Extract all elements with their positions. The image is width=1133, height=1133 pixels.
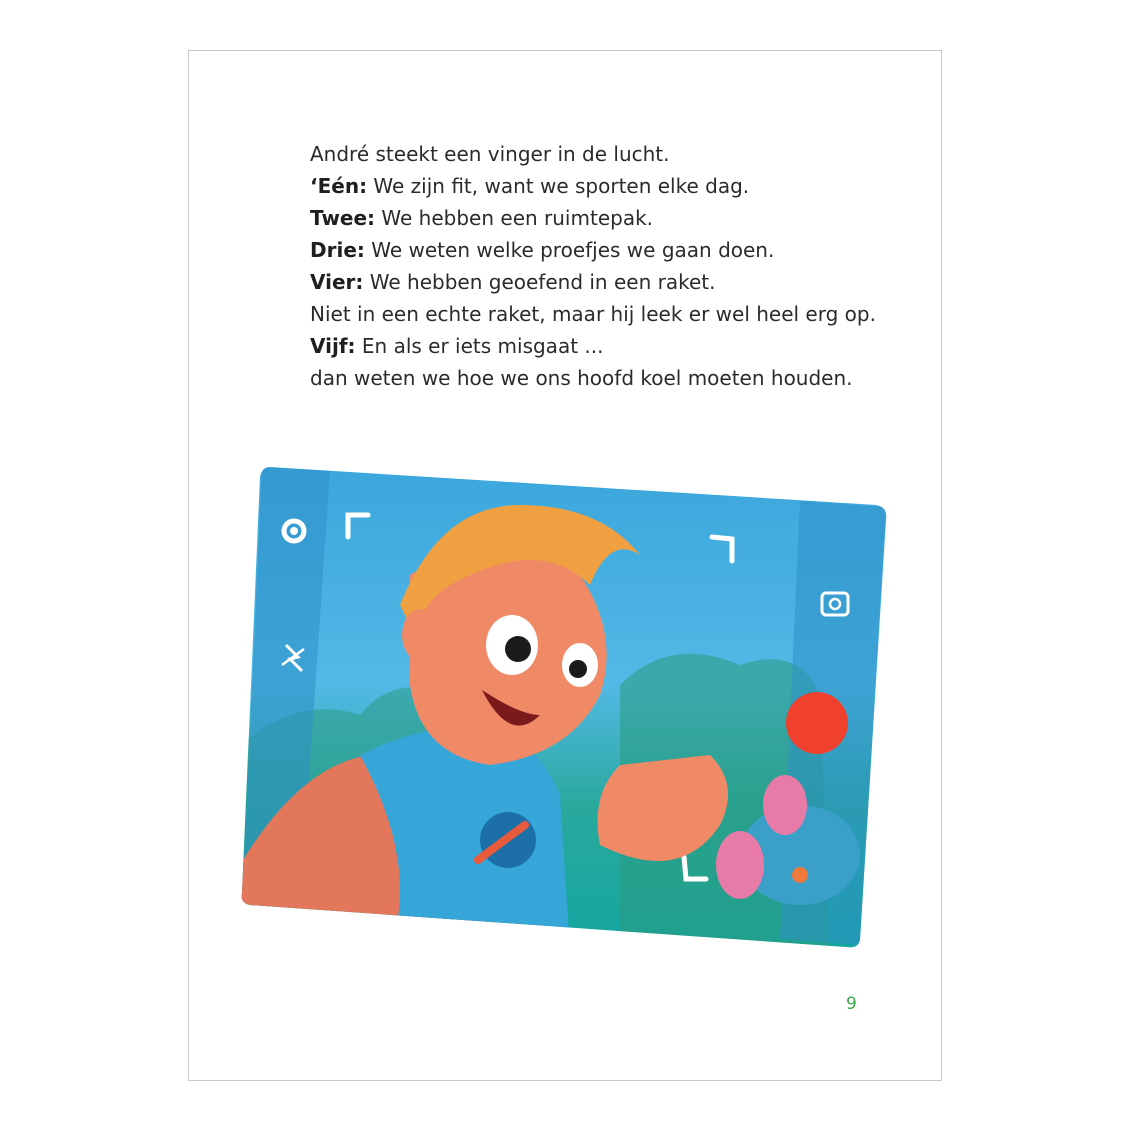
record-button[interactable] <box>786 692 848 754</box>
page-number: 9 <box>846 994 857 1014</box>
camera-frame <box>240 465 890 950</box>
selfie-camera-illustration <box>240 465 890 950</box>
story-line-7: Vijf: En als er iets misgaat ... <box>310 334 604 358</box>
story-line-8: dan weten we hoe we ons hoofd koel moeten houden. <box>310 366 853 390</box>
story-line-6: Niet in een echte raket, maar hij leek er wel heel erg op. <box>310 302 876 326</box>
story-text <box>310 138 910 394</box>
story-line-1: André steekt een vinger in de lucht. <box>310 142 670 166</box>
story-line-5: Vier: We hebben geoefend in een raket. <box>310 270 716 294</box>
story-line-2: ‘Eén: We zijn fit, want we sporten elke dag. <box>310 174 750 198</box>
story-line-3: Twee: We hebben een ruimtepak. <box>310 206 654 230</box>
story-line-4: Drie: We weten welke proefjes we gaan doen. <box>310 238 775 262</box>
